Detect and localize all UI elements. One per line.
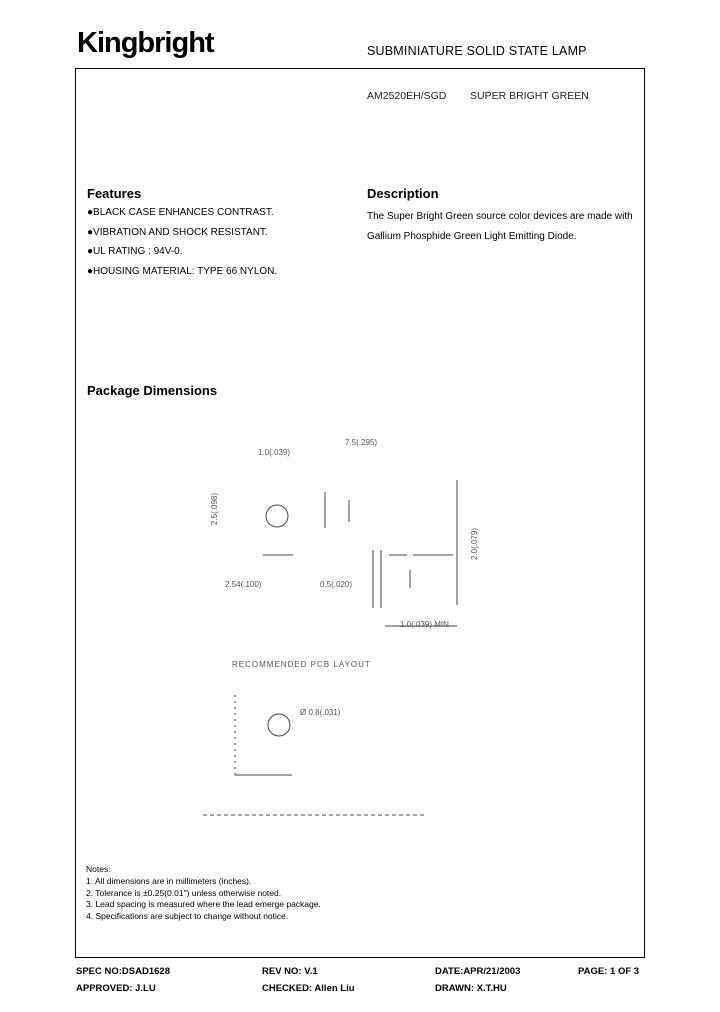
features-heading: Features [87, 186, 142, 201]
feature-item: ●VIBRATION AND SHOCK RESISTANT. [87, 226, 268, 238]
package-dimensions-heading: Package Dimensions [87, 383, 218, 398]
dim-label: 2.0(.079) [470, 527, 479, 560]
features-list [87, 207, 277, 285]
description-text: The Super Bright Green source color devices are made with Gallium Phosphide Green Light Emitting Diode. [367, 211, 633, 242]
dim-label: 2.54(.100) [225, 580, 262, 589]
dim-label: 1.0(.039) MIN [400, 620, 449, 629]
feature-item: ●BLACK CASE ENHANCES CONTRAST. [87, 207, 274, 218]
checked-by: CHECKED: Allen Liu [262, 983, 355, 994]
note-item: 1. All dimensions are in millimeters (inches). [86, 875, 252, 886]
part-number: AM2520EH/SGD [367, 90, 447, 102]
lamp-top-view-circle [266, 505, 288, 527]
date: DATE:APR/21/2003 [435, 966, 521, 977]
dim-label: 7.5(.295) [345, 438, 378, 447]
dim-label: 1.0(.039) [258, 448, 291, 457]
dim-label: 2.5(.098) [210, 492, 219, 525]
page-number: PAGE: 1 OF 3 [578, 966, 640, 977]
revision-number: REV NO: V.1 [262, 966, 318, 977]
note-item: 2. Tolerance is ±0.25(0.01") unless otherwise noted. [86, 887, 282, 898]
approved-by: APPROVED: J.LU [76, 983, 156, 994]
spec-number: SPEC NO:DSAD1628 [76, 966, 170, 977]
part-description: SUPER BRIGHT GREEN [470, 90, 589, 102]
package-drawing [195, 430, 525, 830]
feature-item: ●UL RATING : 94V-0. [87, 246, 183, 257]
layout-title: RECOMMENDED PCB LAYOUT [232, 660, 371, 669]
notes-title: Notes: [86, 864, 111, 874]
note-item: 3. Lead spacing is measured where the lead emerge package. [86, 899, 321, 910]
drawn-by: DRAWN: X.T.HU [435, 983, 507, 994]
dim-label: 0.5(.020) [320, 580, 353, 589]
feature-item: ●HOUSING MATERIAL: TYPE 66 NYLON. [87, 265, 278, 277]
document-title: SUBMINIATURE SOLID STATE LAMP [367, 44, 587, 58]
notes [86, 864, 321, 923]
company-logo: Kingbright [77, 27, 214, 59]
note-item: 4. Specifications are subject to change without notice. [86, 911, 289, 922]
description-heading: Description [367, 186, 439, 201]
dim-label: Ø 0.8(.031) [300, 708, 341, 717]
pcb-pad-circle [268, 714, 290, 736]
